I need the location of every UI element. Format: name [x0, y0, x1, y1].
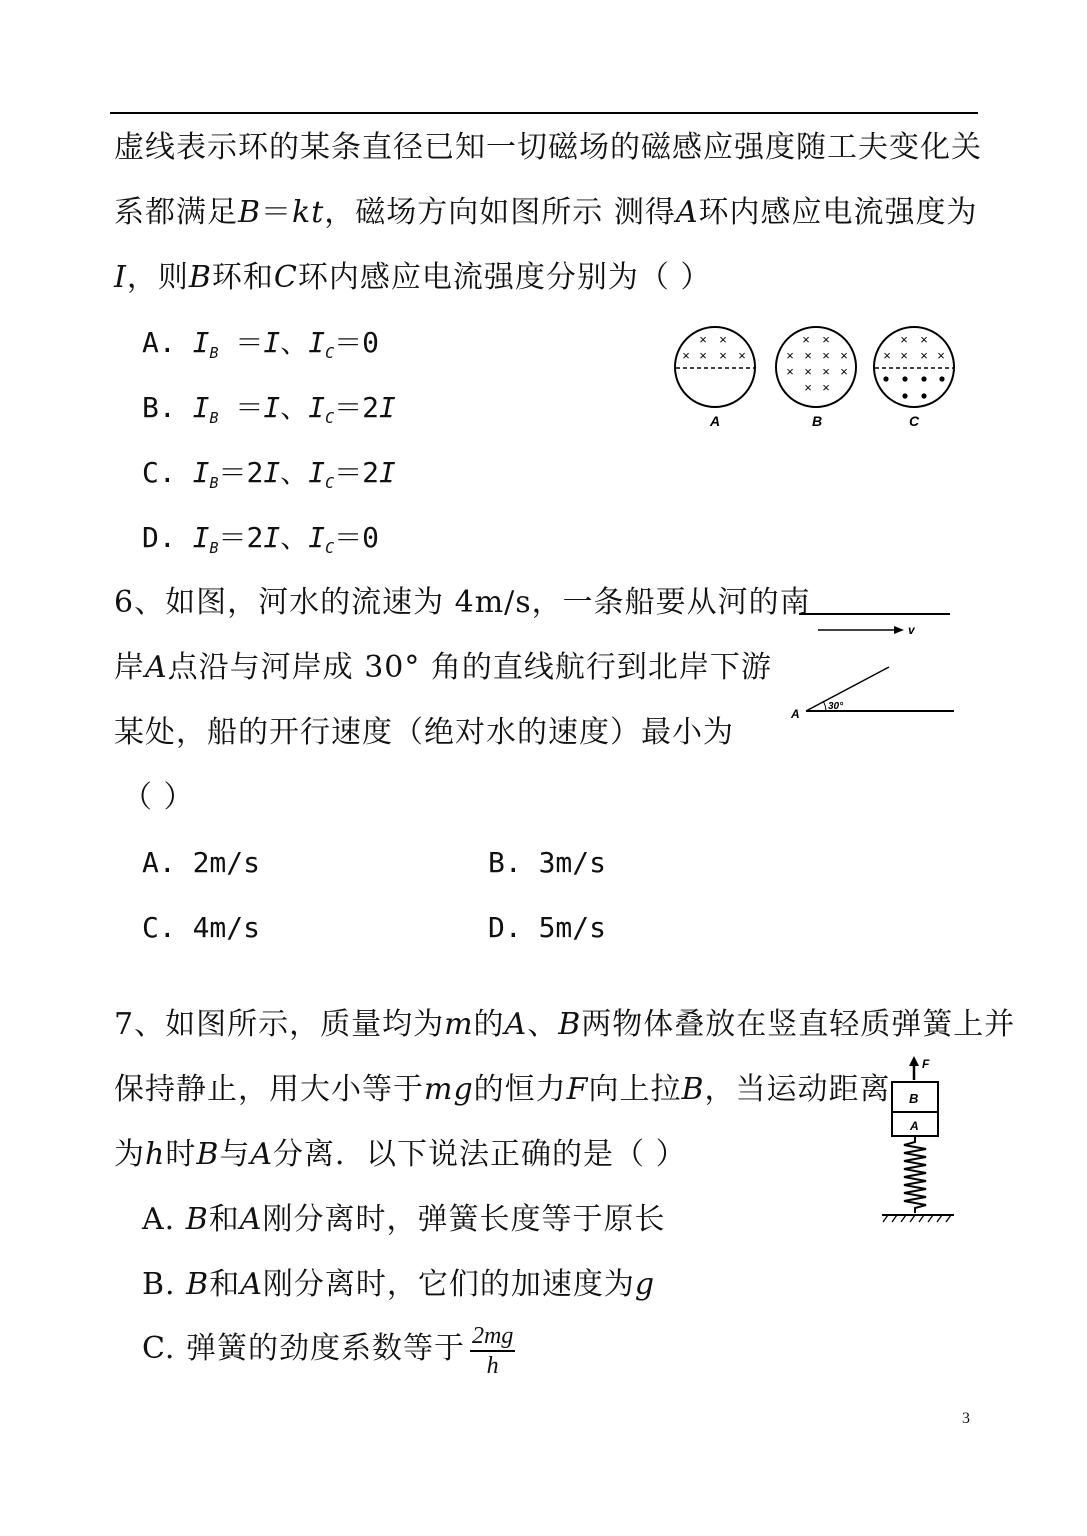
ring-b-label: B [812, 413, 823, 429]
q7-stem-line1: 7、如图所示，质量均为m的A、B两物体叠放在竖直轻质弹簧上并 [114, 1007, 1016, 1042]
ring-a-label: A [710, 413, 721, 429]
svg-text:×: × [682, 348, 690, 363]
q5-option-a: A. $I_B =I$、$I_C=0$ [142, 326, 379, 362]
svg-text:×: × [719, 348, 727, 363]
svg-text:×: × [699, 332, 707, 347]
svg-text:×: × [840, 364, 848, 379]
block-b-label: B [909, 1091, 919, 1106]
svg-text:×: × [786, 364, 794, 379]
q6-river-figure [786, 600, 958, 728]
q5-option-c: C. $I_B=2I$、$I_C=2I$ [142, 456, 396, 492]
q7-stem-line2: 保持静止，用大小等于mg的恒力F向上拉B，当运动距离 [114, 1072, 891, 1107]
svg-text:×: × [786, 348, 794, 363]
svg-text:×: × [804, 364, 812, 379]
svg-text:×: × [804, 380, 812, 395]
q6-option-b: B. 3m/s [488, 846, 607, 879]
q6-stem-line2: 岸A点沿与河岸成 30° 角的直线航行到北岸下游 [114, 650, 772, 685]
spring [904, 1136, 926, 1213]
svg-text:×: × [802, 332, 810, 347]
svg-text:×: × [822, 348, 830, 363]
svg-text:×: × [920, 332, 928, 347]
q5-option-d: D. $I_B=2I$、$I_C=0$ [142, 521, 379, 557]
q7-stem-line3: 为h时B与A分离．以下说法正确的是（ ） [114, 1137, 687, 1172]
svg-text:×: × [822, 380, 830, 395]
svg-text:×: × [822, 332, 830, 347]
q5-stem-line1: 虚线表示环的某条直径已知一切磁场的磁感应强度随工夫变化关 [114, 130, 982, 165]
q7-spring-figure [878, 1052, 960, 1228]
q5-rings-figure [668, 322, 968, 434]
q6-option-a: A. 2m/s [142, 846, 261, 879]
page-number: 3 [962, 1410, 970, 1427]
fraction-denominator: h [486, 1353, 499, 1379]
ring-c [874, 327, 954, 429]
q5-stem-line3: I，则B环和C环内感应电流强度分别为（ ） [114, 260, 712, 295]
q7-option-c-fraction [470, 1322, 515, 1380]
svg-text:×: × [883, 348, 891, 363]
flow-velocity-label: v [908, 623, 915, 637]
q6-option-d: D. 5m/s [488, 911, 607, 944]
svg-text:×: × [900, 332, 908, 347]
block-a-label: A [910, 1119, 919, 1133]
svg-text:×: × [738, 348, 746, 363]
svg-text:×: × [719, 332, 727, 347]
force-label: F [922, 1057, 930, 1071]
q5-stem-line2: 系都满足B＝kt，磁场方向如图所示 测得A环内感应电流强度为 [114, 195, 978, 230]
point-a-label: A [791, 707, 800, 721]
q5-option-b: B. $I_B =I$、$I_C=2I$ [142, 391, 396, 427]
svg-text:×: × [937, 348, 945, 363]
q6-stem-line4: （ ） [122, 780, 195, 815]
svg-text:×: × [804, 348, 812, 363]
q6-option-c: C. 4m/s [142, 911, 261, 944]
angle-label: 30° [828, 701, 844, 712]
svg-text:×: × [699, 348, 707, 363]
q6-stem-line3: 某处，船的开行速度（绝对水的速度）最小为 [114, 715, 734, 750]
ring-a [675, 327, 755, 429]
header-rule [110, 112, 978, 114]
q7-option-b: B. B和A刚分离时，它们的加速度为g [142, 1267, 656, 1302]
svg-text:×: × [840, 348, 848, 363]
svg-text:×: × [920, 348, 928, 363]
boat-path [806, 667, 889, 711]
q6-stem-line1: 6、如图，河水的流速为 4m/s，一条船要从河的南 [114, 585, 811, 620]
svg-text:×: × [822, 364, 830, 379]
q7-option-c: C. 弹簧的劲度系数等于 [142, 1331, 465, 1366]
ring-b [776, 327, 856, 429]
svg-text:×: × [900, 348, 908, 363]
fraction-numerator: 2mg [470, 1322, 515, 1352]
ring-c-label: C [909, 413, 920, 429]
q7-option-a: A. B和A刚分离时，弹簧长度等于原长 [142, 1202, 666, 1237]
